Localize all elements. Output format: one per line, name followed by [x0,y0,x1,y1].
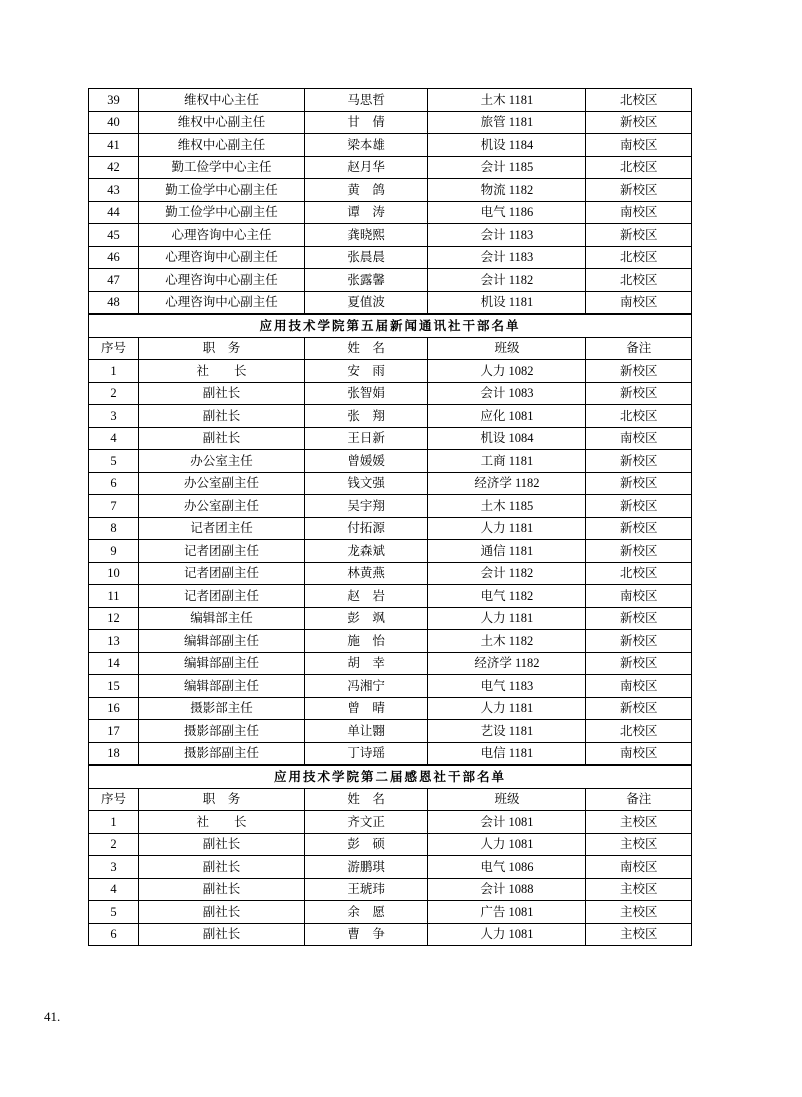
cell-class: 人力 1081 [428,923,586,946]
cell-position: 办公室主任 [139,450,305,473]
table-row [89,517,692,540]
table-row [89,111,692,134]
cell-class: 会计 1183 [428,224,586,247]
cell-seq: 1 [89,811,139,834]
cell-position: 心理咨询中心副主任 [139,246,305,269]
cell-seq: 15 [89,675,139,698]
cell-seq: 7 [89,495,139,518]
cell-note: 主校区 [586,811,692,834]
cell-position: 编辑部主任 [139,607,305,630]
table-row [89,360,692,383]
cell-position: 记者团副主任 [139,562,305,585]
table-ganenshe [88,765,692,946]
cell-class: 电信 1181 [428,742,586,765]
cell-name: 游鹏琪 [304,856,428,879]
cell-name: 胡 幸 [304,652,428,675]
cell-seq: 6 [89,923,139,946]
cell-position: 记者团主任 [139,517,305,540]
cell-note: 主校区 [586,901,692,924]
column-header: 备注 [586,788,692,811]
column-header: 序号 [89,337,139,360]
cell-class: 经济学 1182 [428,472,586,495]
cell-seq: 4 [89,427,139,450]
cell-note: 新校区 [586,697,692,720]
cell-note: 南校区 [586,856,692,879]
column-header: 序号 [89,788,139,811]
page-number: 41. [44,1009,61,1024]
cell-class: 人力 1181 [428,607,586,630]
cell-name: 黄 鸽 [304,179,428,202]
cell-note: 北校区 [586,156,692,179]
cell-class: 经济学 1182 [428,652,586,675]
cell-class: 机设 1184 [428,134,586,157]
cell-position: 编辑部副主任 [139,675,305,698]
cell-seq: 40 [89,111,139,134]
table-row [89,856,692,879]
cell-seq: 3 [89,856,139,879]
cell-class: 旅管 1181 [428,111,586,134]
cell-seq: 16 [89,697,139,720]
cell-seq: 46 [89,246,139,269]
table-title [89,315,692,338]
table-header-row [89,337,692,360]
cell-position: 编辑部副主任 [139,652,305,675]
cell-position: 维权中心副主任 [139,111,305,134]
cell-position: 心理咨询中心主任 [139,224,305,247]
cell-name: 张 翔 [304,405,428,428]
cell-class: 人力 1181 [428,697,586,720]
cell-name: 单让翾 [304,720,428,743]
cell-class: 土木 1185 [428,495,586,518]
table-row [89,291,692,314]
cell-note: 主校区 [586,833,692,856]
cell-position: 勤工俭学中心副主任 [139,179,305,202]
table-row [89,224,692,247]
cell-seq: 9 [89,540,139,563]
cell-note: 新校区 [586,517,692,540]
table-row [89,607,692,630]
cell-position: 摄影部主任 [139,697,305,720]
cell-position: 副社长 [139,427,305,450]
cell-name: 冯湘宁 [304,675,428,698]
table-row [89,495,692,518]
cell-name: 龙森斌 [304,540,428,563]
cell-name: 夏值波 [304,291,428,314]
cell-class: 机设 1181 [428,291,586,314]
cell-seq: 39 [89,89,139,112]
cell-class: 会计 1083 [428,382,586,405]
cell-note: 南校区 [586,427,692,450]
table-row [89,405,692,428]
table-row [89,630,692,653]
cell-note: 新校区 [586,450,692,473]
cell-note: 北校区 [586,269,692,292]
column-header: 职 务 [139,337,305,360]
cell-position: 副社长 [139,923,305,946]
table-title [89,766,692,789]
cell-class: 应化 1081 [428,405,586,428]
cell-note: 北校区 [586,720,692,743]
table-title-row [89,766,692,789]
cell-note: 南校区 [586,675,692,698]
cell-name: 张智娟 [304,382,428,405]
column-header: 职 务 [139,788,305,811]
cell-class: 电气 1182 [428,585,586,608]
cell-class: 电气 1086 [428,856,586,879]
cell-seq: 1 [89,360,139,383]
cell-name: 王琥玮 [304,878,428,901]
cell-note: 新校区 [586,630,692,653]
table-row [89,697,692,720]
cell-class: 人力 1082 [428,360,586,383]
table-title-row [89,315,692,338]
cell-seq: 13 [89,630,139,653]
cell-name: 曾 晴 [304,697,428,720]
cell-class: 电气 1186 [428,201,586,224]
column-header: 姓 名 [304,337,428,360]
cell-position: 社 长 [139,811,305,834]
cell-class: 人力 1081 [428,833,586,856]
cell-name: 谭 涛 [304,201,428,224]
cell-seq: 2 [89,833,139,856]
cell-name: 张露馨 [304,269,428,292]
cell-note: 新校区 [586,472,692,495]
column-header: 班级 [428,788,586,811]
table-row [89,878,692,901]
cell-note: 新校区 [586,495,692,518]
cell-note: 南校区 [586,742,692,765]
cell-name: 余 愿 [304,901,428,924]
cell-position: 摄影部副主任 [139,742,305,765]
cell-name: 林黄燕 [304,562,428,585]
cell-seq: 5 [89,450,139,473]
cell-position: 编辑部副主任 [139,630,305,653]
cell-note: 北校区 [586,562,692,585]
cell-position: 心理咨询中心副主任 [139,269,305,292]
cell-position: 勤工俭学中心主任 [139,156,305,179]
cell-name: 梁本雄 [304,134,428,157]
table-row [89,89,692,112]
cell-note: 新校区 [586,540,692,563]
cell-name: 钱文强 [304,472,428,495]
cell-class: 艺设 1181 [428,720,586,743]
cell-note: 新校区 [586,111,692,134]
table-row [89,450,692,473]
cell-name: 彭 硕 [304,833,428,856]
cell-position: 副社长 [139,878,305,901]
cell-name: 马思哲 [304,89,428,112]
table-row [89,652,692,675]
cell-seq: 42 [89,156,139,179]
column-header: 姓 名 [304,788,428,811]
cell-note: 新校区 [586,607,692,630]
cell-class: 土木 1182 [428,630,586,653]
table-row [89,201,692,224]
cell-class: 会计 1182 [428,269,586,292]
cell-class: 人力 1181 [428,517,586,540]
cell-name: 丁诗瑶 [304,742,428,765]
table-row [89,742,692,765]
cell-note: 新校区 [586,360,692,383]
cell-name: 安 雨 [304,360,428,383]
table-row [89,246,692,269]
cell-position: 维权中心主任 [139,89,305,112]
table-title-text: 应用技术学院第五届新闻通讯社干部名单 [259,318,521,333]
cell-note: 南校区 [586,201,692,224]
cell-name: 彭 飒 [304,607,428,630]
cell-seq: 45 [89,224,139,247]
cell-seq: 41 [89,134,139,157]
cell-name: 施 怡 [304,630,428,653]
cell-name: 赵 岩 [304,585,428,608]
column-header: 班级 [428,337,586,360]
cell-seq: 10 [89,562,139,585]
cell-class: 机设 1084 [428,427,586,450]
cell-seq: 12 [89,607,139,630]
table-xinwen-tongxunshe [88,314,692,765]
cell-position: 社 长 [139,360,305,383]
table-row [89,923,692,946]
table-row [89,675,692,698]
cell-seq: 11 [89,585,139,608]
table-continued-weiquan [88,88,692,314]
table-row [89,382,692,405]
column-header: 备注 [586,337,692,360]
cell-note: 北校区 [586,405,692,428]
cell-name: 齐文正 [304,811,428,834]
cell-note: 主校区 [586,878,692,901]
cell-note: 南校区 [586,585,692,608]
cell-seq: 6 [89,472,139,495]
cell-note: 新校区 [586,652,692,675]
cell-seq: 2 [89,382,139,405]
cell-note: 主校区 [586,923,692,946]
cell-name: 曹 争 [304,923,428,946]
table-row [89,134,692,157]
cell-class: 会计 1081 [428,811,586,834]
table-row [89,472,692,495]
cell-class: 工商 1181 [428,450,586,473]
cell-note: 北校区 [586,89,692,112]
cell-name: 甘 倩 [304,111,428,134]
cell-seq: 18 [89,742,139,765]
table-row [89,427,692,450]
cell-class: 会计 1183 [428,246,586,269]
cell-position: 副社长 [139,856,305,879]
cell-class: 电气 1183 [428,675,586,698]
cell-position: 副社长 [139,405,305,428]
cell-class: 会计 1185 [428,156,586,179]
table-row [89,811,692,834]
cell-position: 副社长 [139,833,305,856]
cell-class: 会计 1182 [428,562,586,585]
cell-seq: 48 [89,291,139,314]
cell-note: 北校区 [586,246,692,269]
cell-note: 新校区 [586,382,692,405]
cell-position: 办公室副主任 [139,495,305,518]
cell-note: 新校区 [586,179,692,202]
cell-position: 副社长 [139,901,305,924]
cell-seq: 5 [89,901,139,924]
table-row [89,720,692,743]
cell-position: 记者团副主任 [139,585,305,608]
cell-position: 勤工俭学中心副主任 [139,201,305,224]
table-row [89,156,692,179]
table-header-row [89,788,692,811]
cell-name: 吴宇翔 [304,495,428,518]
cell-name: 张晨晨 [304,246,428,269]
cell-seq: 14 [89,652,139,675]
cell-position: 维权中心副主任 [139,134,305,157]
cell-class: 通信 1181 [428,540,586,563]
table-row [89,562,692,585]
cell-seq: 47 [89,269,139,292]
cell-name: 赵月华 [304,156,428,179]
cell-seq: 43 [89,179,139,202]
cell-seq: 44 [89,201,139,224]
cell-seq: 8 [89,517,139,540]
cell-name: 王日新 [304,427,428,450]
cell-note: 新校区 [586,224,692,247]
cell-position: 办公室副主任 [139,472,305,495]
cell-position: 摄影部副主任 [139,720,305,743]
cell-class: 物流 1182 [428,179,586,202]
cell-position: 副社长 [139,382,305,405]
cell-note: 南校区 [586,291,692,314]
cell-note: 南校区 [586,134,692,157]
table-row [89,269,692,292]
table-row [89,585,692,608]
cell-class: 土木 1181 [428,89,586,112]
table-row [89,901,692,924]
cell-position: 心理咨询中心副主任 [139,291,305,314]
table-row [89,179,692,202]
cell-class: 广告 1081 [428,901,586,924]
cell-name: 付拓源 [304,517,428,540]
table-row [89,833,692,856]
table-row [89,540,692,563]
cell-seq: 4 [89,878,139,901]
table-title-text: 应用技术学院第二届感恩社干部名单 [273,769,506,784]
cell-class: 会计 1088 [428,878,586,901]
cell-name: 龚晓熙 [304,224,428,247]
cell-seq: 17 [89,720,139,743]
cell-seq: 3 [89,405,139,428]
cell-name: 曾媛媛 [304,450,428,473]
cell-position: 记者团副主任 [139,540,305,563]
tables-container [88,88,692,946]
